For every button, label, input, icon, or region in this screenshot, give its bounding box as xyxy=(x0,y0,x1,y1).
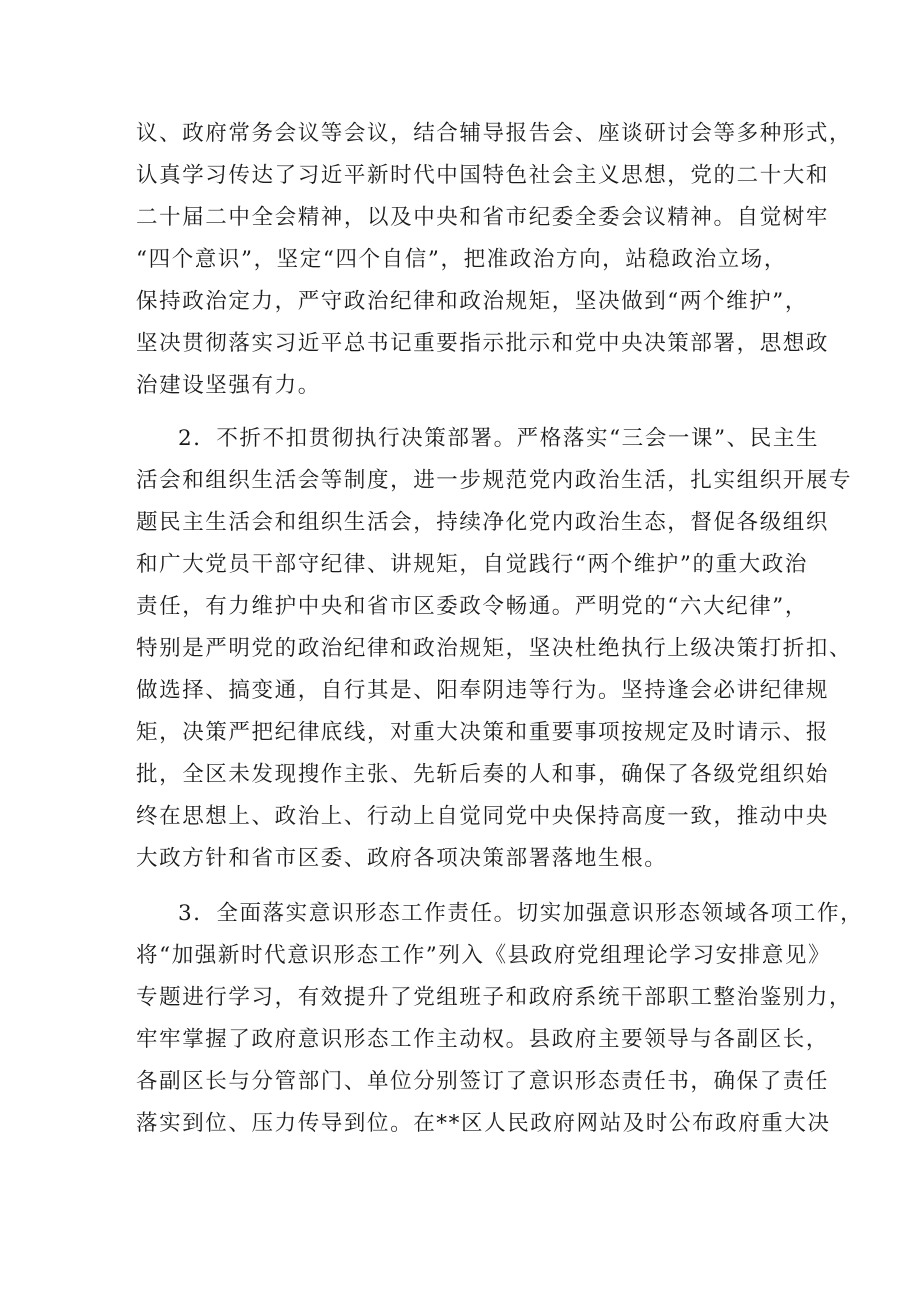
text-line: 做选择、搞变通，自行其是、阳奉阴违等行为。坚持逢会必讲纪律规 xyxy=(136,678,830,703)
text-line: 专题进行学习，有效提升了党组班子和政府系统干部职工整治鉴别力， xyxy=(136,985,853,1010)
text-line: 活会和组织生活会等制度，进一步规范党内政治生活，扎实组织开展专 xyxy=(136,468,853,493)
text-line: 特别是严明党的政治纪律和政治规矩，坚决杜绝执行上级决策打折扣、 xyxy=(136,636,853,661)
text-line: 二十届二中全会精神，以及中央和省市纪委全委会议精神。自觉树牢 xyxy=(136,205,830,230)
text-line: 责任，有力维护中央和省市区委政令畅通。严明党的“六大纪律”， xyxy=(136,594,808,619)
paragraph-first-line: 2．不折不扣贯彻执行决策部署。严格落实“三会一课”、民主生 xyxy=(178,426,820,451)
text-line: 治建设坚强有力。 xyxy=(136,373,321,398)
text-line: 批，全区未发现搜作主张、先斩后奏的人和事，确保了各级党组织始 xyxy=(136,762,830,787)
text-line: 大政方针和省市区委、政府各项决策部署落地生根。 xyxy=(136,846,668,871)
paragraph-decision-implementation xyxy=(136,418,853,880)
text-line: 保持政治定力，严守政治纪律和政治规矩，坚决做到“两个维护”， xyxy=(136,289,808,314)
paragraph-continuation xyxy=(136,113,853,407)
text-line: 将“加强新时代意识形态工作”列入《县政府党组理论学习安排意见》 xyxy=(136,943,832,968)
text-line: 和广大党员干部守纪律、讲规矩，自觉践行“两个维护”的重大政治 xyxy=(136,552,808,577)
paragraph-first-line: 3．全面落实意识形态工作责任。切实加强意识形态领域各项工作， xyxy=(178,901,864,926)
text-line: 牢牢掌握了政府意识形态工作主动权。县政府主要领导与各副区长， xyxy=(136,1027,830,1052)
text-line: 各副区长与分管部门、单位分别签订了意识形态责任书，确保了责任 xyxy=(136,1069,830,1094)
text-line: 坚决贯彻落实习近平总书记重要指示批示和党中央决策部署，思想政 xyxy=(136,331,830,356)
text-line: 落实到位、压力传导到位。在**区人民政府网站及时公布政府重大决 xyxy=(136,1111,831,1136)
text-line: 议、政府常务会议等会议，结合辅导报告会、座谈研讨会等多种形式， xyxy=(136,121,853,146)
text-line: “四个意识”，坚定“四个自信”，把准政治方向，站稳政治立场， xyxy=(136,247,787,272)
text-line: 认真学习传达了习近平新时代中国特色社会主义思想，党的二十大和 xyxy=(136,163,830,188)
text-line: 题民主生活会和组织生活会，持续净化党内政治生态，督促各级组织 xyxy=(136,510,830,535)
paragraph-ideology-responsibility xyxy=(136,893,864,1145)
text-line: 终在思想上、政治上、行动上自觉同党中央保持高度一致，推动中央 xyxy=(136,804,830,829)
text-line: 矩，决策严把纪律底线，对重大决策和重要事项按规定及时请示、报 xyxy=(136,720,830,745)
